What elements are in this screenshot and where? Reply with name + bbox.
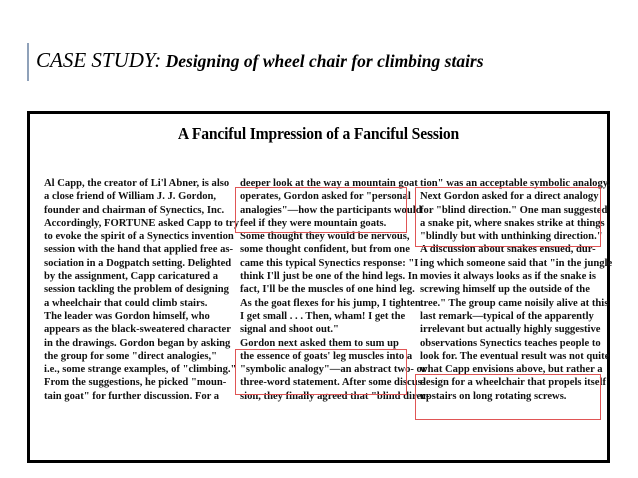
slide-title-rest: Designing of wheel chair for climbing stairs	[161, 51, 484, 71]
text-line: upstairs on long rotating screws.	[420, 390, 567, 402]
slide-title	[36, 48, 632, 73]
text-line: what Capp envisions above, but rather a	[420, 364, 603, 376]
text-line: ing which someone said that "in the jungle	[420, 257, 613, 269]
text-line: Next Gordon asked for a direct analogy	[420, 191, 599, 203]
article-column-1	[44, 177, 240, 403]
highlight-direct-analogy	[415, 187, 608, 247]
highlight-personal-analogy	[235, 187, 407, 233]
article-image	[27, 111, 613, 463]
text-line: movies it always looks as if the snake is	[420, 271, 596, 283]
text-line: Accordingly, FORTUNE asked Capp to try	[44, 217, 240, 229]
text-line: a snake pit, where snakes strike at things	[420, 217, 605, 229]
text-line: the group for some "direct analogies,"	[44, 350, 218, 362]
text-line: appears as the black-sweatered character	[44, 324, 231, 336]
text-line: in the drawings. Gordon began by asking	[44, 337, 231, 349]
text-line: Al Capp, the creator of Li'l Abner, is also	[44, 178, 230, 189]
text-line: a wheelchair that could climb stairs.	[44, 297, 208, 309]
text-line: sion, they finally agreed that "blind direc-	[240, 390, 430, 402]
text-line: last remark—typical of the apparently	[420, 310, 594, 322]
text-line: three-word statement. After some discus-	[240, 377, 426, 389]
text-line: observations Synectics teaches people to	[420, 337, 601, 349]
text-line: session with the hand that applied free as-	[44, 244, 234, 256]
text-line: Some thought they would be nervous,	[240, 231, 410, 243]
text-line: i.e., some strange examples, of "climbing."	[44, 364, 237, 376]
text-line: deeper look at the way a mountain goat	[240, 178, 418, 189]
text-line: founder and chairman of Synectics, Inc.	[44, 204, 225, 216]
highlight-symbolic-analogy	[235, 349, 407, 395]
text-line: to evoke the spirit of a Synectics invention	[44, 231, 234, 243]
text-line: sociation in a Dogpatch setting. Delighted	[44, 257, 232, 269]
text-line: I get small . . . Then, wham! I get the	[240, 310, 406, 322]
text-line: feel if they were mountain goats.	[240, 217, 387, 229]
text-line: screwing himself up the outside of the	[420, 284, 590, 296]
text-line: for "blind direction." One man suggested	[420, 204, 608, 216]
text-line: analogies"—how the participants would	[240, 204, 422, 216]
text-line: fact, I'll be the muscles of one hind leg.	[240, 284, 415, 296]
text-line: "blindly but with unthinking direction."	[420, 231, 603, 243]
text-line: some thought confident, but from one	[240, 244, 410, 256]
text-line: operates, Gordon asked for "personal	[240, 191, 411, 203]
text-line: a close friend of William J. J. Gordon,	[44, 191, 217, 203]
slide-title-lead: CASE STUDY:	[36, 48, 162, 72]
text-line: look for. The eventual result was not quite	[420, 350, 610, 362]
text-line: tree." The group came noisily alive at this	[420, 297, 609, 309]
text-line: think I'll just be one of the hind legs. In	[240, 271, 418, 283]
text-line: A discussion about snakes ensued, dur-	[420, 244, 596, 256]
text-line: signal and shoot out."	[240, 324, 339, 336]
text-line: by the assignment, Capp caricatured a	[44, 271, 219, 283]
text-line: irrelevant but actually highly suggestive	[420, 324, 601, 336]
title-accent-line	[27, 43, 29, 81]
text-line: "symbolic analogy"—an abstract two- or	[240, 364, 427, 376]
text-line: session tackling the problem of designing	[44, 284, 229, 296]
text-line: design for a wheelchair that propels itself	[420, 377, 606, 389]
highlight-result	[415, 374, 606, 420]
text-line: the essence of goats' leg muscles into a	[240, 350, 413, 362]
text-line: The leader was Gordon himself, who	[44, 310, 210, 322]
text-line: Gordon next asked them to sum up	[240, 337, 399, 349]
article-heading: A Fanciful Impression of a Fanciful Session	[177, 124, 460, 143]
text-line: came this typical Synectics response: "I	[240, 257, 419, 269]
text-line: tain goat" for further discussion. For a	[44, 390, 220, 402]
text-line: tion" was an acceptable symbolic analogy.	[420, 178, 611, 189]
text-line: As the goat flexes for his jump, I tighten.	[240, 297, 424, 309]
text-line: From the suggestions, he picked "moun-	[44, 377, 227, 389]
